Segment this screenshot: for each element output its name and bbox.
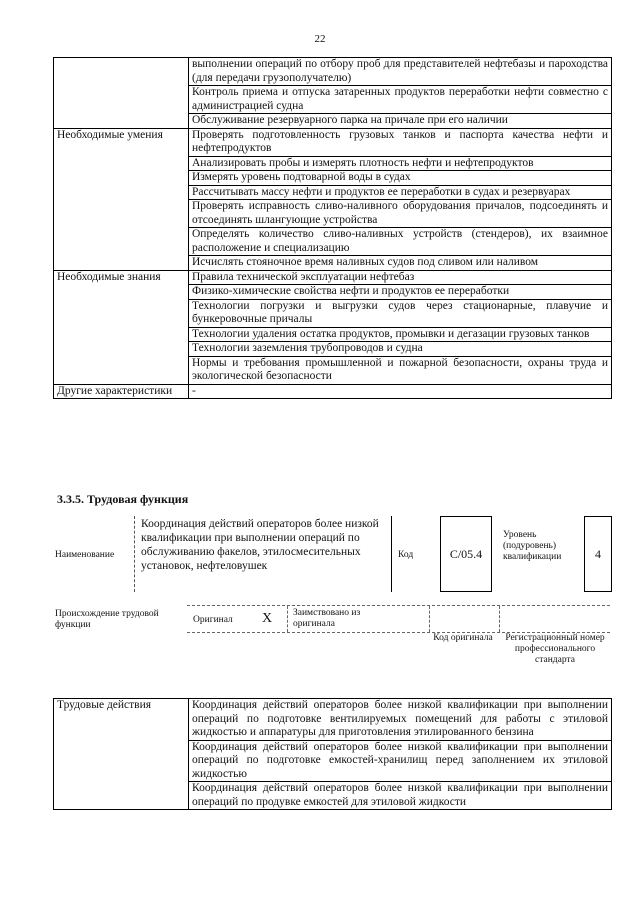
table-cell: Правила технической эксплуатации нефтебаз bbox=[189, 270, 612, 285]
table-cell: Координация действий операторов более низкой квалификации при выполнении операций по продувке емкостей для этиловой жидкости bbox=[189, 782, 612, 810]
table-cell: Анализировать пробы и измерять плотность нефти и нефтепродуктов bbox=[189, 156, 612, 171]
table-cell: Обслуживание резервуарного парка на причале при его наличии bbox=[189, 114, 612, 129]
table-cell: Определять количество сливо-наливных устройств (стендеров), их взаимное расположение и специализацию bbox=[189, 228, 612, 256]
divider bbox=[429, 606, 430, 632]
row-label-other: Другие характеристики bbox=[54, 384, 189, 399]
table-cell: Координация действий операторов более низкой квалификации при выполнении операций по подготовке вентилируемых помещений для работы с этиловой жидкостью и аппаратуры для приготовления этилированного бензина bbox=[189, 699, 612, 741]
origin-label: Происхождение трудовой функции bbox=[55, 609, 159, 630]
divider bbox=[287, 606, 288, 632]
table-cell: - bbox=[189, 384, 612, 399]
table-cell: Технологии погрузки и выгрузки судов через стационарные, плавучие и бункеровочные причалы bbox=[189, 299, 612, 327]
table-cell: Нормы и требования промышленной и пожарной безопасности, охраны труда и экологической безопасности bbox=[189, 356, 612, 384]
function-name-value: Координация действий операторов более низкой квалификации при выполнении операций по обслуживанию факелов, этилосмесительных установок, нефтеловушек bbox=[141, 518, 379, 572]
reg-caption: Регистрационный номер профессионального стандарта bbox=[505, 633, 605, 665]
origin-row bbox=[187, 605, 610, 633]
actions-table bbox=[53, 698, 612, 810]
table-cell: Исчислять стояночное время наливных судов под сливом или наливом bbox=[189, 256, 612, 271]
table-cell: Проверять подготовленность грузовых танков и паспорта качества нефти и нефтепродуктов bbox=[189, 128, 612, 156]
code-box bbox=[440, 516, 492, 592]
table-cell: Контроль приема и отпуска затаренных продуктов переработки нефти совместно с администрацией судна bbox=[189, 86, 612, 114]
table-cell: Проверять исправность сливо-наливного оборудования причалов, подсоединять и отсоединять шлангующие устройства bbox=[189, 200, 612, 228]
table-cell: Рассчитывать массу нефти и продуктов ее переработки в судах и резервуарах bbox=[189, 185, 612, 200]
original-label: Оригинал bbox=[193, 615, 233, 625]
name-label: Наименование bbox=[55, 550, 115, 560]
code-value: C/05.4 bbox=[449, 547, 483, 561]
code-caption: Код оригинала bbox=[433, 633, 493, 643]
table-cell: Технологии удаления остатка продуктов, промывки и дегазации грузовых танков bbox=[189, 327, 612, 342]
row-label-knowledge: Необходимые знания bbox=[54, 270, 189, 384]
level-value: 4 bbox=[595, 547, 601, 561]
borrowed-label: Заимствовано из оригинала bbox=[293, 608, 361, 629]
row-label bbox=[54, 58, 189, 129]
page-number: 22 bbox=[314, 33, 326, 45]
function-name-box bbox=[134, 516, 392, 592]
section-title: 3.3.5. Трудовая функция bbox=[57, 492, 189, 506]
table-cell: Физико-химические свойства нефти и продуктов ее переработки bbox=[189, 285, 612, 300]
table-cell: Измерять уровень подтоварной воды в судах bbox=[189, 171, 612, 186]
table-cell: Технологии заземления трубопроводов и судна bbox=[189, 342, 612, 357]
code-label: Код bbox=[398, 550, 414, 560]
divider bbox=[499, 606, 500, 632]
row-label-actions: Трудовые действия bbox=[54, 699, 189, 810]
level-box bbox=[584, 516, 612, 592]
table-cell: выполнении операций по отбору проб для представителей нефтебазы и пароходства (для передачи грузополучателю) bbox=[189, 58, 612, 86]
skills-table bbox=[53, 57, 612, 399]
original-mark: X bbox=[262, 611, 273, 626]
row-label-skills: Необходимые умения bbox=[54, 128, 189, 270]
table-cell: Координация действий операторов более низкой квалификации при выполнении операций по подготовке емкостей-хранилищ перед заполнением их этиловой жидкостью bbox=[189, 740, 612, 782]
level-label: Уровень (подуровень) квалификации bbox=[503, 530, 562, 562]
